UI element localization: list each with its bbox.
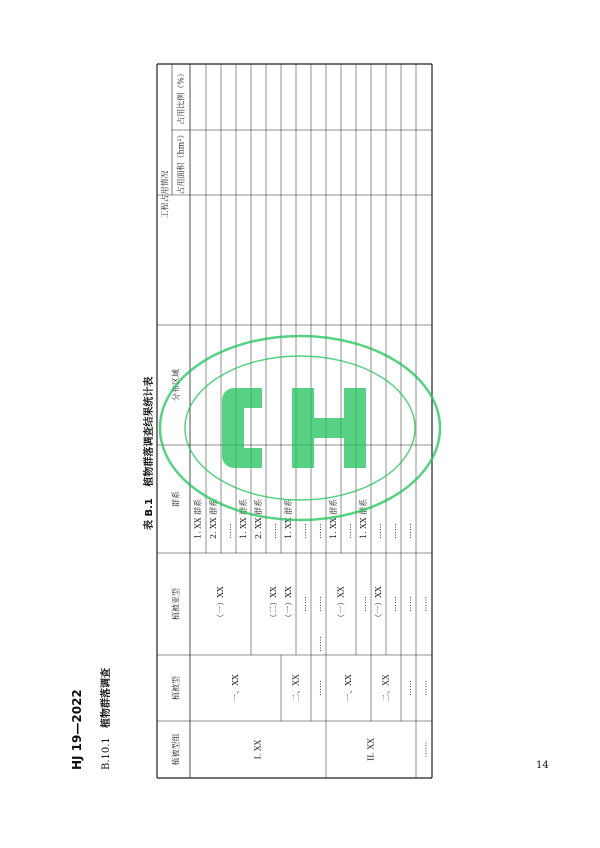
formation-label: ……: [374, 523, 383, 539]
table-caption-title: 植物群落调查结果统计表: [144, 376, 155, 487]
formation-label: 1. XX 群系: [359, 498, 368, 539]
header-veg-type: 植被型: [171, 676, 181, 700]
veg-subtype-label: （一）XX: [336, 586, 346, 622]
table-caption-label: 表 B.1: [144, 498, 155, 530]
formation-label: 2. XX 群系: [254, 498, 263, 539]
watermark-letter-h: [292, 388, 366, 468]
veg-subtype-label: ……: [389, 596, 398, 612]
header-veg-group: 植被型组: [171, 733, 181, 766]
veg-subtype-label: （一）XX: [216, 586, 225, 622]
veg-type-label: ……: [404, 680, 413, 696]
page-number: 14: [536, 760, 549, 771]
formation-label: 2. XX 群系: [209, 498, 218, 539]
formation-label: 1. XX 群系: [239, 498, 248, 539]
formation-label: ……: [224, 523, 233, 539]
veg-subtype-label: ……: [299, 596, 308, 612]
veg-subtype-label: （一）XX: [374, 586, 383, 622]
standard-code: HJ 19—2022: [70, 689, 84, 770]
veg-type-label: 一、XX: [231, 674, 240, 702]
veg-group-label: ……: [419, 741, 429, 758]
veg-subtype-label: ……: [404, 596, 413, 612]
veg-subtype-label: ……: [419, 596, 429, 612]
formation-label: ……: [404, 523, 413, 539]
formation-label: ……: [299, 523, 308, 539]
veg-type-label: 二、XX: [291, 674, 301, 702]
formation-label: 1. XX 群系: [329, 498, 338, 539]
header-veg-subtype: 植被亚型: [171, 588, 181, 620]
section-title: 植物群落调查: [101, 668, 112, 729]
veg-subtype-label: （二）XX: [269, 586, 278, 622]
formation-label: 1. XX 群系: [193, 498, 203, 539]
watermark-letter-c: [222, 388, 262, 468]
section-number: B.10.1: [101, 737, 112, 770]
veg-type-label: 二、XX: [381, 674, 391, 702]
formation-label: ……: [344, 523, 353, 539]
formation-label: ……: [314, 523, 323, 539]
formation-label: 1. XX 群系: [284, 498, 293, 539]
veg-type-label: 一、XX: [344, 674, 353, 702]
header-ratio: 占用比例（%）: [176, 69, 186, 125]
header-distribution: 分布区域: [171, 369, 181, 401]
veg-group-label: I. XX: [253, 739, 263, 760]
veg-type-label: ……: [419, 680, 429, 696]
veg-group-label: II. XX: [366, 738, 376, 761]
header-occupation: 工程占用情况: [160, 170, 170, 219]
header-area: 占用面积（hm²）: [176, 130, 186, 195]
header-formation: 群系: [171, 491, 181, 507]
veg-subtype-label: （一）XX: [284, 586, 293, 622]
veg-type-label: ……: [314, 680, 323, 696]
veg-subtype-label: ……: [314, 596, 323, 612]
veg-subtype-label: ……: [359, 596, 368, 612]
veg-subtype-label: ……: [314, 636, 324, 652]
formation-label: ……: [389, 523, 398, 539]
formation-label: ……: [269, 523, 278, 539]
